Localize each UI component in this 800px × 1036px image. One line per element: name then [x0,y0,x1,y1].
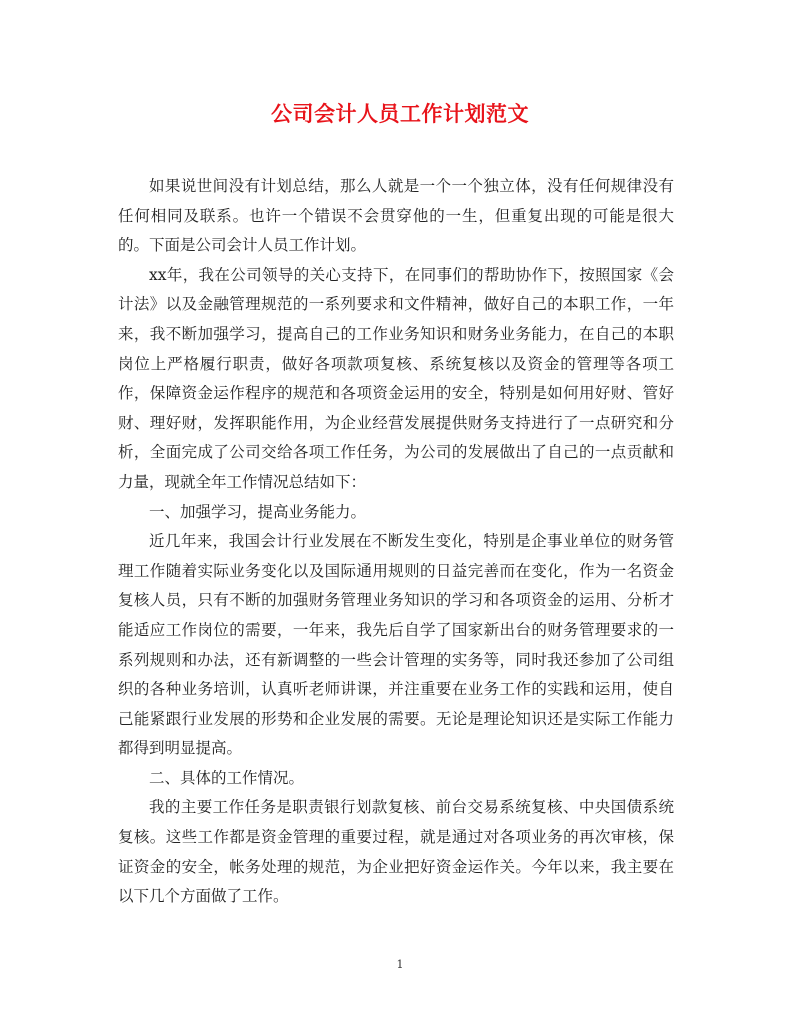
section-heading-work: 二、具体的工作情况。 [149,768,305,787]
page-number: 1 [396,958,404,971]
intro-paragraph: 如果说世间没有计划总结，那么人就是一个一个独立体，没有任何规律没有任何相同及联系。也许一个错误不会贯穿他的一生，但重复出现的可能是很大的。下面是公司会计人员工作计划。 [118,177,674,255]
work-paragraph: 我的主要工作任务是职责银行划款复核、前台交易系统复核、中央国债系统复核。这些工作都是资金管理的重要过程，就是通过对各项业务的再次审核，保证资金的安全，帐务处理的规范，为企业把好资金运作关。今年以来，我主要在以下几个方面做了工作。 [118,798,674,906]
section-heading-study: 一、加强学习，提高业务能力。 [149,502,367,521]
summary-paragraph: xx年，我在公司领导的关心支持下，在同事们的帮助协作下，按照国家《会计法》以及金融管理规范的一系列要求和文件精神，做好自己的本职工作，一年来，我不断加强学习，提高自己的工作业务知识和财务业务能力，在自己的本职岗位上严格履行职责，做好各项款项复核、系统复核以及资金的管理等各项工作，保障资金运作程序的规范和各项资金运用的安全，特别是如何用好财、管好财、理好财，发挥职能作用，为企业经营发展提供财务支持进行了一点研究和分析，全面完成了公司交给各项工作任务，为公司的发展做出了自己的一点贡献和力量，现就全年工作情况总结如下： [118,265,674,491]
study-paragraph: 近几年来，我国会计行业发展在不断发生变化，特别是企事业单位的财务管理工作随着实际业务变化以及国际通用规则的日益完善而在变化，作为一名资金复核人员，只有不断的加强财务管理业务知识的学习和各项资金的运用、分析才能适应工作岗位的需要，一年来，我先后自学了国家新出台的财务管理要求的一系列规则和办法，还有新调整的一些会计管理的实务等，同时我还参加了公司组织的各种业务培训，认真听老师讲课，并注重要在业务工作的实践和运用，使自己能紧跟行业发展的形势和企业发展的需要。无论是理论知识还是实际工作能力都得到明显提高。 [118,532,674,758]
document-body [118,172,674,912]
page-title: 公司会计人员工作计划范文 [271,101,529,126]
